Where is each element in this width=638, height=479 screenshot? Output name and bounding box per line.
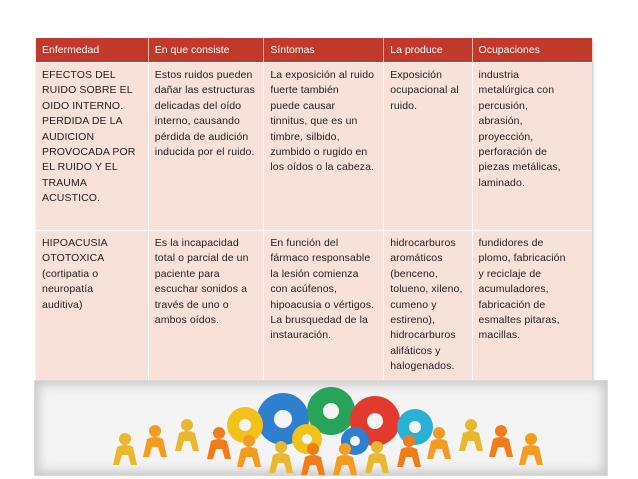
- teamwork-banner: [34, 380, 608, 476]
- table-cell: HIPOACUSIA OTOTOXICA (cortipatia o neuropatía auditiva): [36, 231, 148, 405]
- header-enfermedad: Enfermedad: [36, 38, 148, 63]
- header-sintomas: Síntomas: [264, 38, 384, 63]
- header-la-produce: La produce: [384, 38, 472, 63]
- table-cell: industria metalúrgica con percusión, abrasión, proyección, perforación de piezas metálicas, laminado.: [472, 63, 592, 231]
- gears-icon: [227, 387, 433, 455]
- table-cell: fundidores de plomo, fabricación y reciclaje de acumuladores, fabricación de esmaltes pitaras, macillas.: [472, 231, 592, 405]
- table-row: [36, 63, 592, 231]
- table-cell: Exposición ocupacional al ruido.: [384, 63, 472, 231]
- occupational-diseases-table: [36, 38, 592, 405]
- table-cell: EFECTOS DEL RUIDO SOBRE EL OIDO INTERNO. PERDIDA DE LA AUDICION PROVOCADA POR EL RUIDO Y EL TRAUMA ACUSTICO.: [36, 63, 148, 231]
- table-cell: hidrocarburos aromáticos (benceno, tolueno, xileno, cumeno y estireno), hidrocarburos alifáticos y halogenados.: [384, 231, 472, 405]
- table-cell: Es la incapacidad total o parcial de un paciente para escuchar sonidos a través de uno o ambos oídos.: [148, 231, 264, 405]
- table-cell: La exposición al ruido fuerte también puede causar tinnitus, que es un timbre, silbido, zumbido o rugido en los oídos o la cabeza.: [264, 63, 384, 231]
- table-cell: Estos ruidos pueden dañar las estructuras delicadas del oído interno, causando pérdida de audición inducida por el ruido.: [148, 63, 264, 231]
- banner-illustration: [35, 381, 607, 475]
- table-row: [36, 231, 592, 405]
- table-cell: En función del fármaco responsable la lesión comienza con acúfenos, hipoacusia o vértigos. La brusquedad de la instauración.: [264, 231, 384, 405]
- header-ocupaciones: Ocupaciones: [472, 38, 592, 63]
- header-en-que-consiste: En que consiste: [148, 38, 264, 63]
- table-header-row: [36, 38, 592, 63]
